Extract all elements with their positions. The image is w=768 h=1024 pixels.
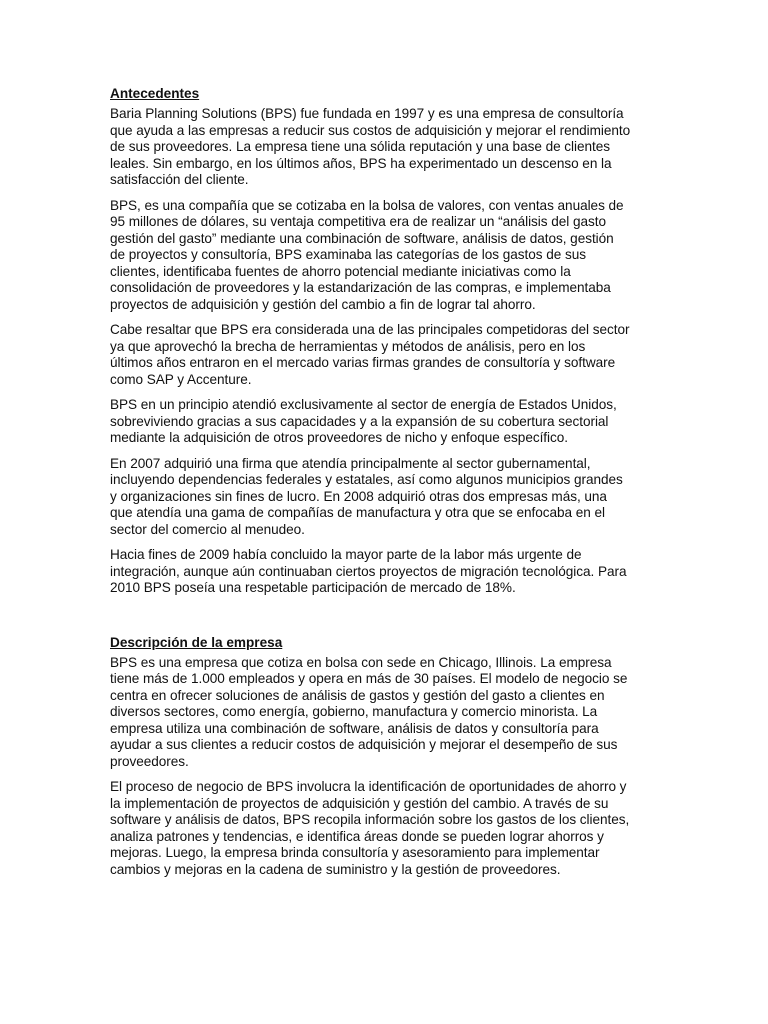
text-line: clientes, identificaba fuentes de ahorro potencial mediante iniciativas como la bbox=[110, 263, 571, 279]
text-line: proveedores. bbox=[110, 753, 189, 769]
document-page bbox=[110, 85, 658, 887]
text-line: incluyendo dependencias federales y estatales, así como algunos municipios grandes bbox=[110, 472, 623, 487]
text-line: la implementación de proyectos de adquisición y gestión del cambio. A través de su bbox=[110, 795, 609, 811]
text-line: ayudar a sus clientes a reducir costos de adquisición y mejorar el desempeño de sus bbox=[110, 737, 618, 752]
section-heading: Descripción de la empresa bbox=[110, 634, 283, 650]
section-heading: Antecedentes bbox=[110, 86, 200, 101]
section-antecedentes bbox=[110, 85, 658, 597]
text-line: consolidación de proveedores y la estandarización de las compras, e implementaba bbox=[110, 280, 611, 295]
paragraph bbox=[110, 322, 658, 388]
text-line: diversos sectores, como energía, gobierno, manufactura y comercio minorista. La bbox=[110, 704, 598, 719]
text-line: de proyectos y consultoría, BPS examinaba las categorías de los gastos de sus bbox=[110, 247, 586, 262]
paragraph bbox=[110, 547, 658, 597]
text-line: analiza patrones y tendencias, e identifica áreas donde se pueden lograr ahorros y bbox=[110, 828, 604, 844]
text-line: mejoras. Luego, la empresa brinda consultoría y asesoramiento para implementar bbox=[110, 845, 600, 860]
text-line: El proceso de negocio de BPS involucra la identificación de oportunidades de ahorro y bbox=[110, 779, 627, 794]
text-line: proyectos de adquisición y gestión del cambio a fin de lograr tal ahorro. bbox=[110, 296, 536, 312]
text-line: tiene más de 1.000 empleados y opera en más de 30 países. El modelo de negocio se bbox=[110, 671, 628, 686]
text-line: cambios y mejoras en la cadena de suministro y la gestión de proveedores. bbox=[110, 861, 561, 877]
section-descripcion-empresa bbox=[110, 634, 658, 879]
paragraph bbox=[110, 456, 658, 539]
text-line: 2010 BPS poseía una respetable participación de mercado de 18%. bbox=[110, 580, 516, 595]
paragraph bbox=[110, 106, 658, 189]
text-line: Hacia fines de 2009 había concluido la mayor parte de la labor más urgente de bbox=[110, 547, 582, 562]
text-line: sector del comercio al menudeo. bbox=[110, 521, 305, 537]
text-line: 95 millones de dólares, su ventaja competitiva era de realizar un “análisis del gasto bbox=[110, 214, 606, 229]
text-line: que ayuda a las empresas a reducir sus costos de adquisición y mejorar el rendimiento bbox=[110, 122, 631, 138]
paragraph bbox=[110, 198, 658, 314]
section-spacer bbox=[110, 606, 658, 634]
text-line: Baria Planning Solutions (BPS) fue fundada en 1997 y es una empresa de consultoría bbox=[110, 106, 624, 121]
text-line: centra en ofrecer soluciones de análisis de gastos y gestión del gasto a clientes en bbox=[110, 687, 605, 703]
text-line: que atendía una gama de compañías de manufactura y otra que se enfocaba en el bbox=[110, 505, 605, 520]
text-line: últimos años entraron en el mercado varias firmas grandes de consultoría y software bbox=[110, 355, 616, 370]
text-line: BPS en un principio atendió exclusivamente al sector de energía de Estados Unidos, bbox=[110, 397, 617, 412]
text-line: BPS, es una compañía que se cotizaba en la bolsa de valores, con ventas anuales de bbox=[110, 197, 624, 213]
text-line: como SAP y Accenture. bbox=[110, 371, 252, 387]
paragraph bbox=[110, 397, 658, 447]
text-line: leales. Sin embargo, en los últimos años, BPS ha experimentado un descenso en la bbox=[110, 155, 612, 171]
text-line: ya que aprovechó la brecha de herramientas y métodos de análisis, pero en los bbox=[110, 338, 586, 354]
paragraph bbox=[110, 655, 658, 771]
text-line: mediante la adquisición de otros proveedores de nicho y enfoque específico. bbox=[110, 430, 568, 445]
text-line: y organizaciones sin fines de lucro. En 2008 adquirió otras dos empresas más, una bbox=[110, 488, 607, 504]
text-line: En 2007 adquirió una firma que atendía principalmente al sector gubernamental, bbox=[110, 455, 591, 471]
text-line: de sus proveedores. La empresa tiene una sólida reputación y una base de clientes bbox=[110, 139, 611, 154]
text-line: integración, aunque aún continuaban ciertos proyectos de migración tecnológica. Para bbox=[110, 563, 627, 579]
text-line: BPS es una empresa que cotiza en bolsa con sede en Chicago, Illinois. La empresa bbox=[110, 654, 612, 670]
text-line: Cabe resaltar que BPS era considerada una de las principales competidoras del sector bbox=[110, 322, 630, 337]
text-line: satisfacción del cliente. bbox=[110, 172, 249, 187]
text-line: empresa utiliza una combinación de software, análisis de datos y consultoría para bbox=[110, 720, 599, 736]
text-line: gestión del gasto” mediante una combinación de software, análisis de datos, gestión bbox=[110, 230, 614, 246]
paragraph bbox=[110, 779, 658, 878]
text-line: sobreviviendo gracias a sus capacidades y a la expansión de su cobertura sectorial bbox=[110, 413, 609, 429]
text-line: software y análisis de datos, BPS recopila información sobre los gastos de los clientes, bbox=[110, 812, 630, 827]
